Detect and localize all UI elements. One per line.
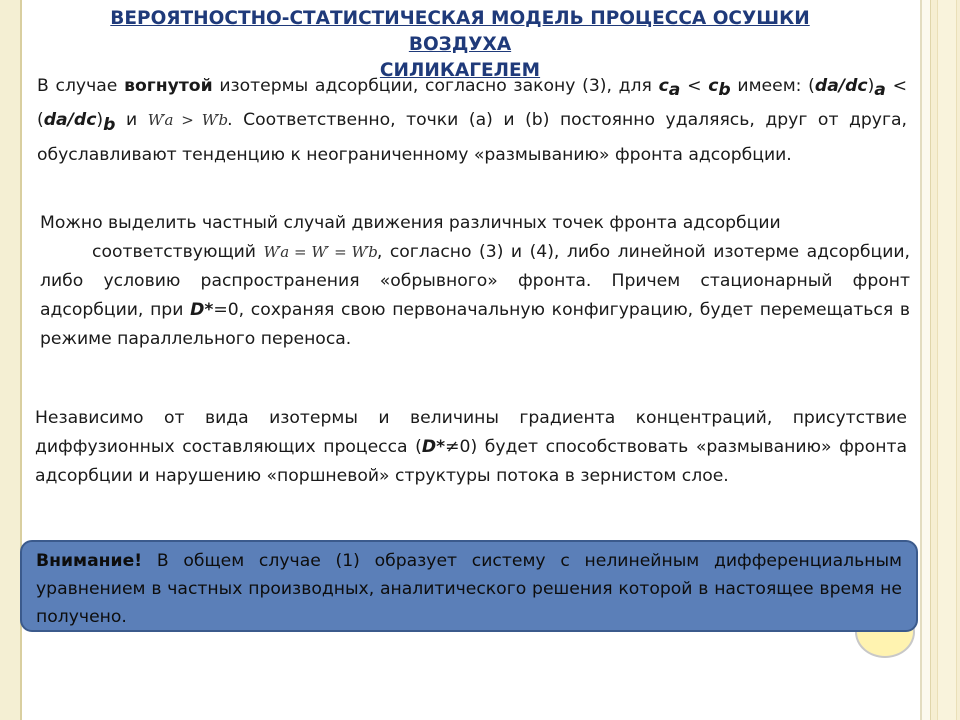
text: ≠0) будет способствовать «размыванию» фронта адсорбции и нарушению «поршневой» структуры потока в зернистом слое. — [35, 437, 907, 486]
bold-term: вогнутой — [124, 76, 213, 96]
var-c: c — [658, 76, 669, 96]
callout-label: Внимание! — [36, 551, 143, 571]
paragraph-diffusion — [35, 404, 907, 491]
text: В случае — [37, 76, 125, 96]
formula-inequality: W′a > W′b — [147, 111, 228, 130]
text: < — [680, 76, 709, 96]
title-line-2: СИЛИКАГЕЛЕМ — [379, 60, 541, 81]
text: Можно выделить частный случай движения различных точек фронта адсорбции — [40, 213, 781, 233]
text: < ( — [37, 76, 907, 131]
var-dstar: D* — [190, 300, 214, 320]
derivative: da/dc — [814, 76, 868, 96]
sub-b: b — [718, 80, 731, 101]
text: ) — [96, 110, 104, 131]
text: =0, сохраняя свою первоначальную конфигурацию, будет перемещаться в режиме параллельного переноса. — [40, 300, 910, 349]
sub-b: b — [103, 114, 116, 135]
formula-equality: W′a = W′ = W′b — [263, 243, 377, 261]
derivative: da/dc — [43, 110, 97, 131]
text: , согласно (3) и (4), либо линейной изотерме адсорбции, либо условию распространения «обрывного» фронта. Причем стационарный фронт адсорбции, при — [40, 242, 910, 320]
text: и — [115, 110, 148, 131]
text: ) — [867, 76, 875, 96]
var-dstar: D* — [421, 437, 446, 457]
text: . Соответственно, точки (a) и (b) постоянно удаляясь, друг от друга, обуславливают тенденцию к неограниченному «размыванию» фронта адсорбции. — [37, 110, 907, 165]
text: соответствующий — [92, 242, 264, 262]
paragraph-concave-isotherm — [37, 72, 907, 170]
text: изотермы адсорбции, согласно закону (3), для — [212, 76, 659, 96]
attention-callout — [20, 540, 918, 632]
sub-a: a — [874, 80, 886, 101]
right-decorative-strip — [930, 0, 960, 720]
text: имеем: ( — [730, 76, 815, 96]
callout-text: В общем случае (1) образует систему с нелинейным дифференциальным уравнением в частных производных, аналитического решения которой в настоящее время не получено. — [36, 551, 902, 627]
paragraph-special-case — [40, 209, 910, 354]
left-decorative-border — [0, 0, 22, 720]
sub-a: a — [668, 80, 681, 101]
title-line-1: ВЕРОЯТНОСТНО-СТАТИСТИЧЕСКАЯ МОДЕЛЬ ПРОЦЕССА ОСУШКИ ВОЗДУХА — [110, 8, 810, 55]
text: Независимо от вида изотермы и величины градиента концентраций, присутствие диффузионных составляющих процесса ( — [35, 408, 907, 457]
var-c: c — [708, 76, 719, 96]
